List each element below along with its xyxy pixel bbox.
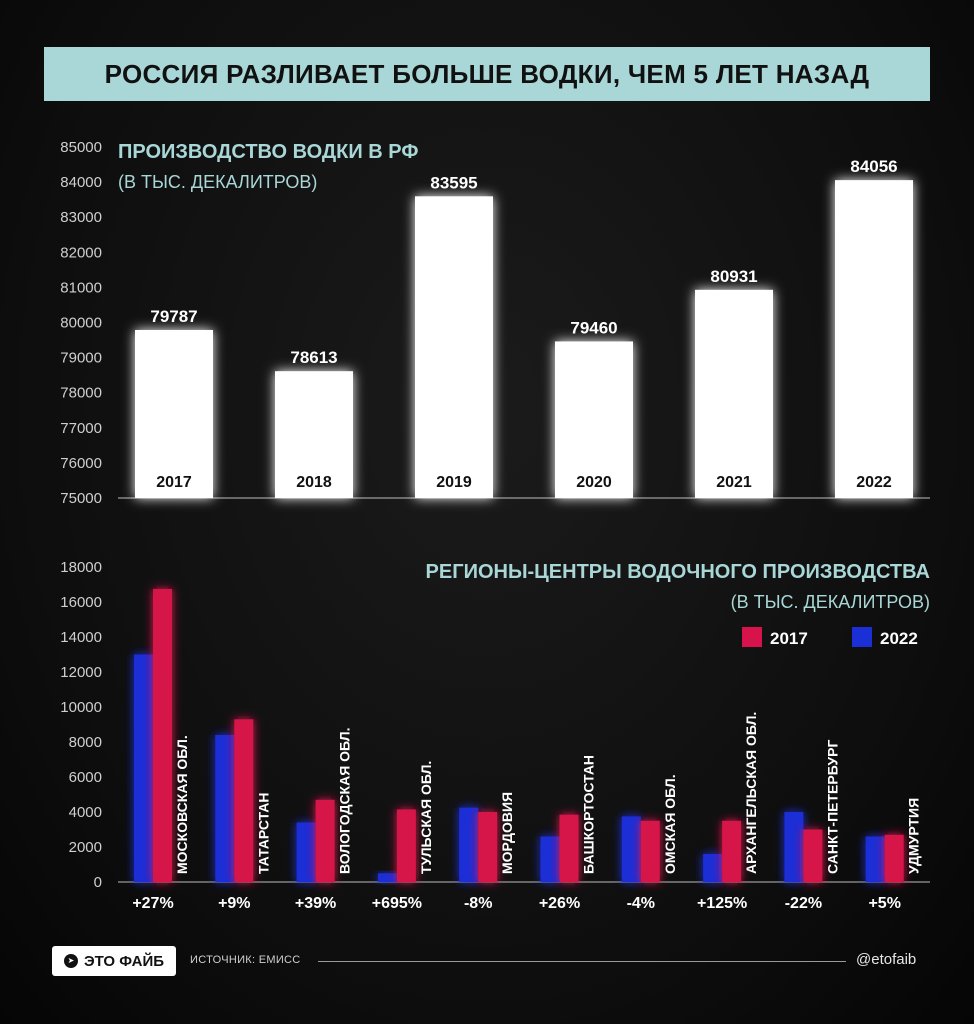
legend-label-2022: 2022 xyxy=(880,629,918,648)
chart2-ytick-label: 4000 xyxy=(68,804,102,821)
chart1-bar xyxy=(695,290,773,498)
chart2-category-label: ТАТАРСТАН xyxy=(255,792,272,874)
chart2-bar-2017 xyxy=(397,809,416,882)
chart1-value-label: 80931 xyxy=(710,266,758,286)
chart2-bar-2022 xyxy=(378,873,397,882)
chart2-category-label: ОМСКАЯ ОБЛ. xyxy=(661,774,678,874)
chart1-ytick-label: 83000 xyxy=(60,209,102,227)
chart1-ytick-label: 76000 xyxy=(60,454,102,472)
chart2-bar-2017 xyxy=(722,821,741,882)
source-note: ИСТОЧНИК: ЕМИСС xyxy=(190,954,301,966)
legend-swatch-2017 xyxy=(742,627,762,647)
chart2-bar-2017 xyxy=(153,589,172,882)
chart1-value-label: 84056 xyxy=(850,157,898,177)
chart1-subtitle: (В ТЫС. ДЕКАЛИТРОВ) xyxy=(118,172,318,192)
chart1-bar xyxy=(135,330,213,498)
chart2-category-label: УДМУРТИЯ xyxy=(905,797,922,874)
chart2-category-label: АРХАНГЕЛЬСКАЯ ОБЛ. xyxy=(743,711,760,874)
chart1-title: ПРОИЗВОДСТВО ВОДКИ В РФ xyxy=(118,141,419,163)
chart2-bar-2022 xyxy=(459,808,478,882)
chart1-value-label: 78613 xyxy=(290,348,338,368)
chart2-bar-2022 xyxy=(703,854,722,882)
brand-logo xyxy=(52,946,176,976)
chart2-change-label: +5% xyxy=(868,895,901,912)
chart2-change-label: +26% xyxy=(538,895,581,912)
chart1-bar xyxy=(415,196,493,498)
chart2-ytick-label: 14000 xyxy=(60,629,102,646)
chart2-change-label: +9% xyxy=(218,895,251,912)
chart2-change-label: -4% xyxy=(626,895,656,912)
chart2-bar-2017 xyxy=(560,815,579,882)
chart1-value-label: 79787 xyxy=(150,306,198,326)
chart1-category-label: 2022 xyxy=(856,474,892,491)
chart2-change-label: +27% xyxy=(132,895,174,912)
chart2-bar-2022 xyxy=(622,816,641,882)
chart2-bar-2022 xyxy=(134,655,153,883)
chart2-bar-2017 xyxy=(316,800,335,882)
chart1-ytick-label: 84000 xyxy=(60,174,102,192)
page-title: РОССИЯ РАЗЛИВАЕТ БОЛЬШЕ ВОДКИ, ЧЕМ 5 ЛЕТ НАЗАД xyxy=(104,58,870,89)
telegram-icon: ➤ xyxy=(64,954,78,968)
brand-name: ЭТО ФАЙБ xyxy=(83,952,165,970)
chart1-category-label: 2021 xyxy=(716,474,752,491)
chart2-title: РЕГИОНЫ-ЦЕНТРЫ ВОДОЧНОГО ПРОИЗВОДСТВА xyxy=(425,561,930,583)
chart1-category-label: 2018 xyxy=(296,474,332,491)
chart2-bar-2017 xyxy=(885,835,904,882)
chart2-bar-2022 xyxy=(541,837,560,883)
chart2-change-label: +695% xyxy=(371,895,423,912)
legend-label-2017: 2017 xyxy=(770,629,808,648)
chart2-change-label: +125% xyxy=(696,895,748,912)
chart1-ytick-label: 81000 xyxy=(60,279,102,297)
chart2-bar-2022 xyxy=(297,823,316,883)
chart2-bar-2022 xyxy=(215,735,234,882)
chart2-ytick-label: 12000 xyxy=(60,664,102,681)
footer-divider xyxy=(318,961,846,962)
chart2-ytick-label: 2000 xyxy=(68,839,102,856)
chart2-ytick-label: 6000 xyxy=(68,769,102,786)
chart2-ytick-label: 18000 xyxy=(60,559,102,576)
chart2-ytick-label: 16000 xyxy=(60,594,102,611)
chart1-ytick-label: 80000 xyxy=(60,314,102,332)
chart2-ytick-label: 10000 xyxy=(60,699,102,716)
social-handle: @etofaib xyxy=(856,951,917,968)
chart2-category-label: САНКТ-ПЕТЕРБУРГ xyxy=(824,739,841,874)
chart2-bar-2022 xyxy=(784,812,803,882)
chart2-bar-2017 xyxy=(641,821,660,882)
chart1-bar xyxy=(835,180,913,498)
chart1-category-label: 2019 xyxy=(436,474,472,491)
chart2-subtitle: (В ТЫС. ДЕКАЛИТРОВ) xyxy=(730,592,930,612)
chart1-ytick-label: 77000 xyxy=(60,419,102,437)
chart1-ytick-label: 82000 xyxy=(60,244,102,262)
chart2-change-label: +39% xyxy=(294,895,337,912)
chart1-value-label: 79460 xyxy=(570,318,618,338)
chart2-change-label: -22% xyxy=(784,895,823,912)
chart2-change-label: -8% xyxy=(463,895,493,912)
chart2-ytick-label: 0 xyxy=(93,874,102,891)
chart2-bar-2022 xyxy=(866,837,885,883)
chart1-category-label: 2017 xyxy=(156,474,192,491)
chart2-bar-2017 xyxy=(234,719,253,882)
chart1-ytick-label: 75000 xyxy=(60,490,102,507)
chart2-bar-2017 xyxy=(803,830,822,883)
chart1-value-label: 83595 xyxy=(430,173,478,193)
chart2-category-label: ВОЛОГОДСКАЯ ОБЛ. xyxy=(336,727,353,874)
chart2-category-label: ТУЛЬСКАЯ ОБЛ. xyxy=(417,760,434,874)
chart1-ytick-label: 79000 xyxy=(60,349,102,367)
chart2-bar-2017 xyxy=(478,812,497,882)
chart2-category-label: МОРДОВИЯ xyxy=(499,791,516,874)
chart2-ytick-label: 8000 xyxy=(68,734,102,751)
chart2-category-label: МОСКОВСКАЯ ОБЛ. xyxy=(174,735,190,874)
chart1-ytick-label: 78000 xyxy=(60,384,102,402)
legend-swatch-2022 xyxy=(852,627,872,647)
chart1-category-label: 2020 xyxy=(576,474,612,491)
chart1-ytick-label: 85000 xyxy=(60,139,102,156)
chart2-category-label: БАШКОРТОСТАН xyxy=(580,754,597,874)
